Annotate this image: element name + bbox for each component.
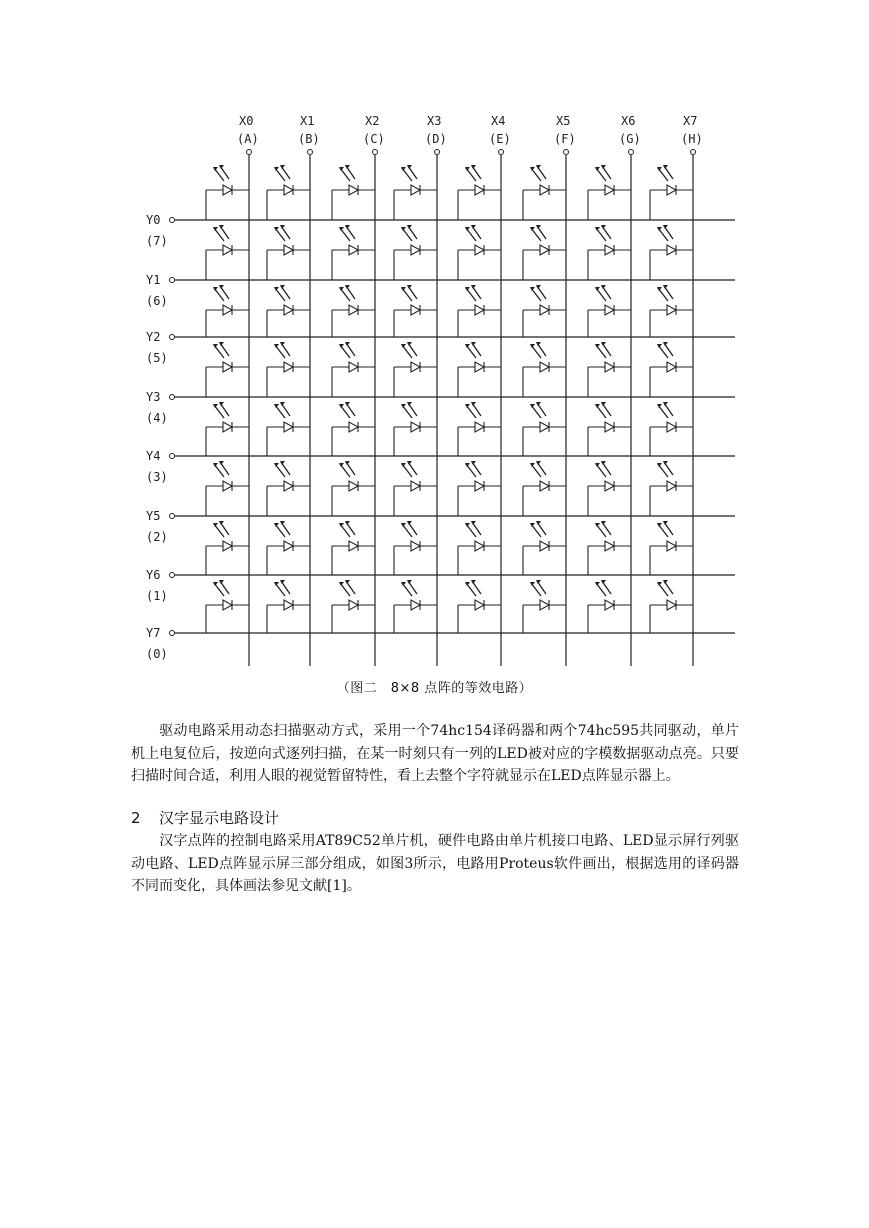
row-label: Y4 — [146, 449, 161, 463]
column-terminal — [629, 150, 634, 155]
row-sublabel: (6) — [146, 294, 168, 308]
section-heading — [131, 808, 279, 828]
column-sublabel: (D) — [425, 132, 447, 146]
row-label: Y5 — [146, 509, 161, 523]
row-label: Y1 — [146, 273, 161, 287]
column-label: X1 — [300, 114, 315, 128]
row-sublabel: (1) — [146, 589, 168, 603]
paragraph-driving-circuit-text: 驱动电路采用动态扫描驱动方式，采用一个74hc154译码器和两个74hc595共同驱动，单片机上电复位后，按逆向式逐列扫描，在某一时刻只有一列的LED被对应的字模数据驱动点亮。只要扫描时间合适，利用人眼的视觉暂留特性，看上去整个字符就显示在LED点阵显示器上。 — [131, 723, 739, 784]
column-terminal — [373, 150, 378, 155]
row-terminal — [170, 218, 175, 223]
row-terminal — [170, 278, 175, 283]
column-label: X6 — [621, 114, 636, 128]
column-sublabel: (A) — [237, 132, 259, 146]
row-label: Y6 — [146, 568, 161, 582]
row-label: Y7 — [146, 626, 161, 640]
row-sublabel: (4) — [146, 411, 168, 425]
column-sublabel: (C) — [363, 132, 385, 146]
row-terminal — [170, 454, 175, 459]
column-label: X0 — [239, 114, 254, 128]
column-terminal — [435, 150, 440, 155]
paragraph-driving-circuit — [131, 720, 739, 788]
column-sublabel: (H) — [681, 132, 703, 146]
row-sublabel: (7) — [146, 234, 168, 248]
row-sublabel: (3) — [146, 470, 168, 484]
column-label: X3 — [427, 114, 442, 128]
row-label: Y0 — [146, 213, 161, 227]
column-terminal — [247, 150, 252, 155]
column-terminal — [564, 150, 569, 155]
row-terminal — [170, 631, 175, 636]
paragraph-control-circuit — [131, 830, 739, 898]
column-label: X2 — [365, 114, 380, 128]
row-label: Y2 — [146, 330, 161, 344]
paragraph-control-circuit-text: 汉字点阵的控制电路采用AT89C52单片机，硬件电路由单片机接口电路、LED显示屏行列驱动电路、LED点阵显示屏三部分组成，如图3所示，电路用Proteus软件画出，根据选用的译码器不同而变化，具体画法参见文献[1]。 — [131, 833, 739, 894]
section-title: 汉字显示电路设计 — [159, 809, 280, 827]
section-number: 2 — [131, 809, 141, 827]
column-terminal — [499, 150, 504, 155]
column-terminal — [691, 150, 696, 155]
column-label: X4 — [491, 114, 506, 128]
row-terminal — [170, 395, 175, 400]
row-sublabel: (5) — [146, 351, 168, 365]
row-terminal — [170, 335, 175, 340]
row-sublabel: (2) — [146, 530, 168, 544]
column-sublabel: (B) — [298, 132, 320, 146]
row-label: Y3 — [146, 390, 161, 404]
column-terminal — [308, 150, 313, 155]
row-terminal — [170, 573, 175, 578]
column-label: X7 — [683, 114, 698, 128]
row-sublabel: (0) — [146, 647, 168, 661]
row-terminal — [170, 514, 175, 519]
column-sublabel: (E) — [489, 132, 511, 146]
column-sublabel: (G) — [619, 132, 641, 146]
column-label: X5 — [556, 114, 571, 128]
column-sublabel: (F) — [554, 132, 576, 146]
figure-caption: （图二 8×8 点阵的等效电路） — [336, 681, 533, 696]
